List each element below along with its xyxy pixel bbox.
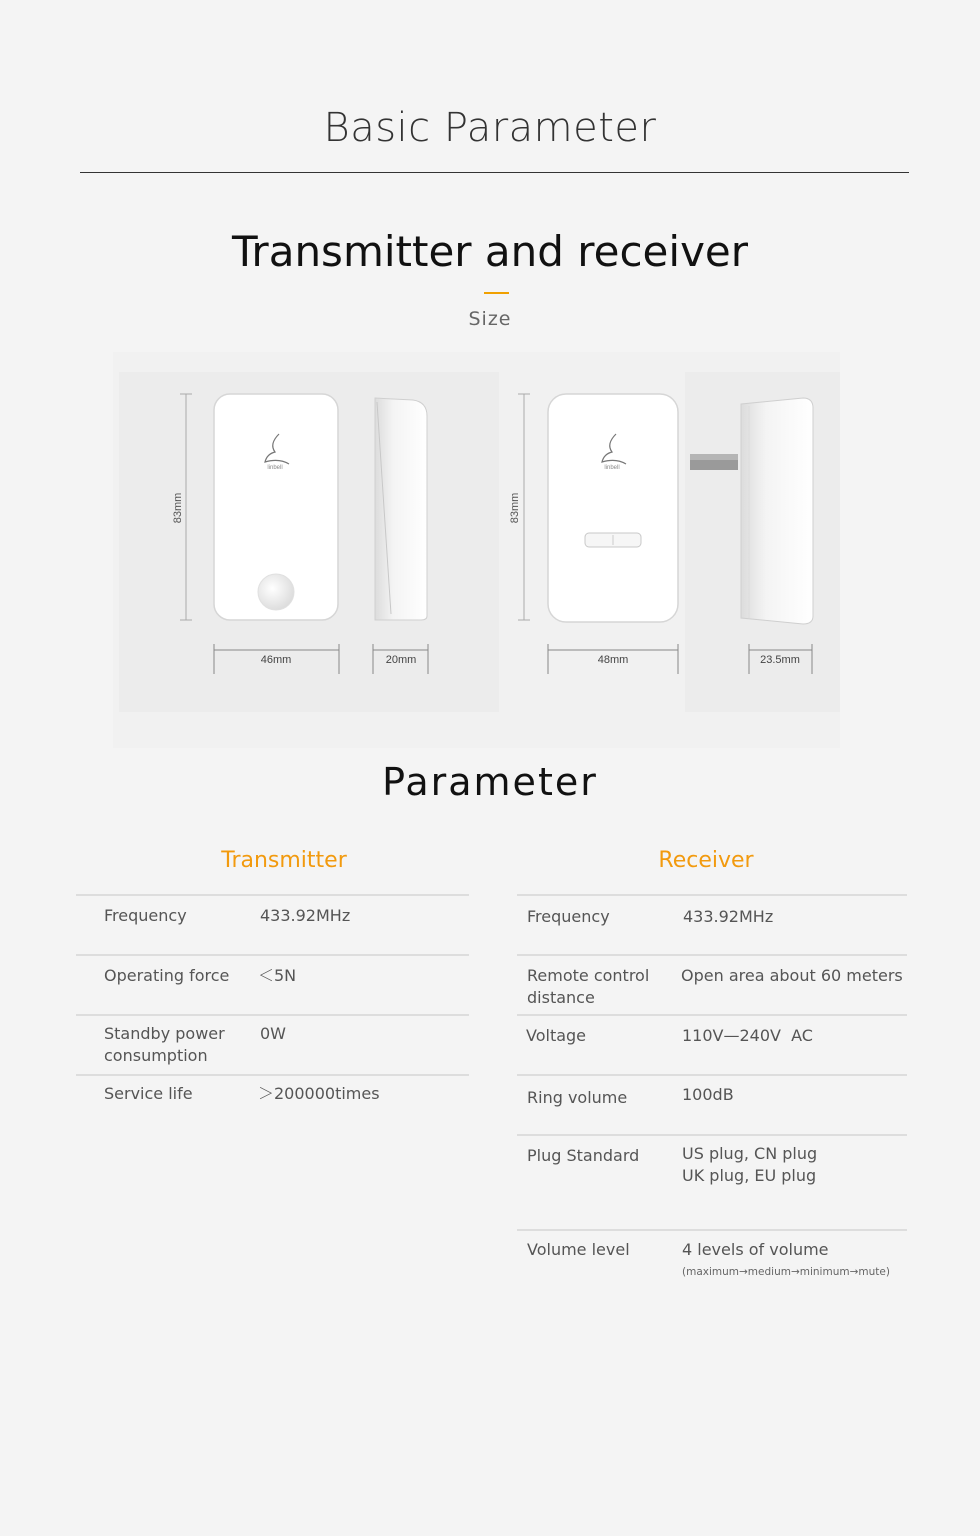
- row-label: Frequency: [104, 906, 187, 925]
- row-label: Voltage: [526, 1026, 587, 1045]
- transmitter-width-label: 46mm: [260, 654, 292, 666]
- row-value: 433.92MHz: [260, 906, 351, 925]
- title-divider: [80, 172, 909, 173]
- receiver-width-label: 48mm: [597, 654, 629, 666]
- volume-level-note: (maximum→medium→minimum→mute): [682, 1266, 890, 1278]
- transmitter-depth-label: 20mm: [385, 654, 417, 666]
- row-label: Volume level: [527, 1240, 630, 1259]
- size-label: Size: [468, 308, 512, 330]
- row-value: 100dB: [682, 1085, 734, 1104]
- row-value: 0W: [260, 1024, 286, 1043]
- table-row: [517, 1074, 907, 1134]
- row-value: US plug, CN plug: [682, 1144, 818, 1163]
- receiver-depth-label: 23.5mm: [760, 654, 800, 666]
- row-value: Open area about 60 meters: [681, 966, 903, 985]
- table-row: [517, 954, 907, 1014]
- table-row: [76, 894, 469, 954]
- table-row: [517, 1014, 907, 1074]
- receiver-logo: linbell: [604, 465, 620, 471]
- accent-divider: [484, 292, 509, 294]
- table-row: [517, 1134, 907, 1229]
- row-label: Plug Standard: [527, 1146, 640, 1165]
- row-value: ＜5N: [258, 966, 297, 985]
- row-value: [682, 1239, 890, 1279]
- page-title: Basic Parameter: [323, 105, 657, 151]
- table-row: [517, 894, 907, 954]
- table-row: [517, 1229, 907, 1289]
- parameter-title: Parameter: [382, 760, 598, 804]
- transmitter-table: [76, 894, 469, 1103]
- transmitter-title: Transmitter: [221, 848, 347, 873]
- row-label: Operating force: [104, 966, 230, 985]
- transmitter-logo: linbell: [267, 465, 283, 471]
- row-label: Service life: [104, 1084, 193, 1103]
- transmitter-button: [258, 574, 294, 610]
- row-label: Standby power consumption: [104, 1024, 225, 1065]
- section-title: Transmitter and receiver: [231, 227, 749, 276]
- table-row: [76, 1074, 469, 1103]
- receiver-title: Receiver: [658, 848, 754, 873]
- row-label: Frequency: [527, 907, 610, 926]
- row-value: ＞200000times: [258, 1084, 380, 1103]
- dimension-diagram: [113, 352, 840, 748]
- transmitter-height-label: 83mm: [172, 492, 184, 524]
- row-label: Remote control distance: [527, 966, 650, 1007]
- receiver-table: [517, 894, 907, 1294]
- row-value-secondary: UK plug, EU plug: [682, 1166, 817, 1185]
- table-row: [76, 1014, 469, 1074]
- row-value: 110V—240V AC: [682, 1026, 813, 1045]
- table-row: [76, 954, 469, 1014]
- receiver-height-label: 83mm: [509, 492, 521, 524]
- row-label: Ring volume: [527, 1088, 628, 1107]
- volume-level-text: 4 levels of volume: [682, 1240, 829, 1259]
- row-value: 433.92MHz: [683, 907, 774, 926]
